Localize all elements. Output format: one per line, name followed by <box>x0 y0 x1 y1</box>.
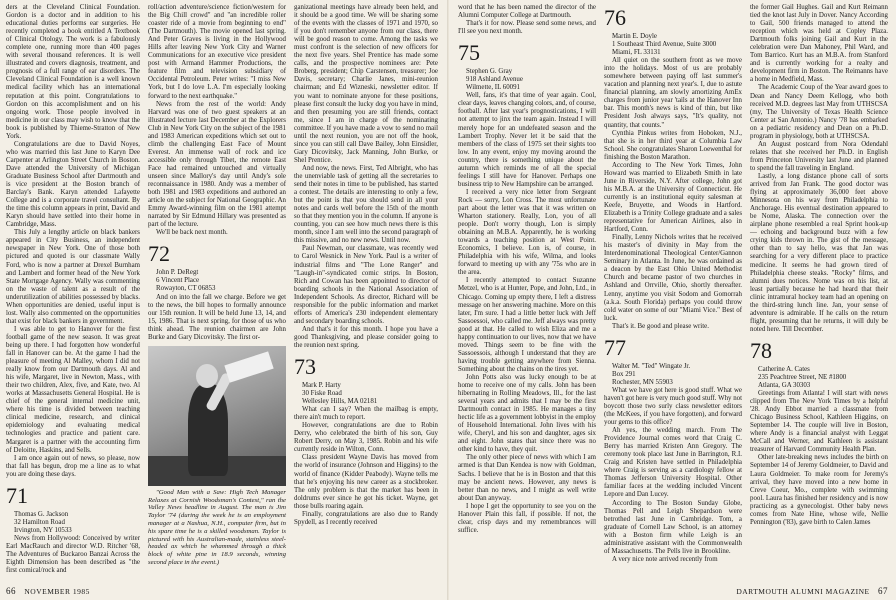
col5-paragraph: A very nice note arrived recently from <box>612 555 718 563</box>
col5-paragraph: All quiet on the southern front as we move into the holidays. Most of us are probably somewhere between paying off last summer's vacation and planning next year's. I, due to astute financial planning, am slowly amortizing AmEx charges from junior year 'tails at the Hanover Inn bar. This month's news is kind of thin, but like President Josh always says, "It's quality, not quantity, that counts." <box>604 57 742 129</box>
column-1 <box>6 4 140 575</box>
photo-caption: "Good Man with a Saw: High Tech Manager Relaxes at Cornish Woodsman's Contest," ran the Valley News headline in August. The man is Jim Taylor '74 (during the week he is an employment manager at a Nashua, N.H., computer firm, but in his spare time he is a skilled woodsman. Taylor is pictured with his Australian-made, stainless steel-headed ax which he whammed through a thick block of white pine in 18.9 seconds, winning second place in the event.) <box>148 488 286 566</box>
col1-paragraph: This July a lengthy article on black bankers appeared in City Business, an independent newspaper in New York. One of those both pictured and quoted is our classmate Wally Ford, who is now a partner at Drexel Burnham and Lambert and former head of the New York State Mortgage Agency. Wally was commenting on the waste of talent as a result of the underutilization of abilities possessed by blacks. When opportunities are denied, useful input is lost. Wally also commented on the opportunities that exist for black bankers in government. <box>6 229 140 325</box>
class-secretary-address <box>148 269 286 293</box>
col5-paragraph: Finally, Lenny Nichols writes that he received his master's of divinity in May from the Interdenominational Theological Center/Gannon Seminary in Atlanta. In June, he was ordained as a deacon by the East Ohio United Methodist Church and became pastor of two churches in Ashland and Orrville, Ohio, shortly thereafter. Lenny, anytime you visit Sodom and Gomorrah (a.k.a. South Florida) perhaps you could throw cold water on some of our "Miami Vice." Best of luck. <box>604 234 742 322</box>
address-line: Wilmette, IL 60091 <box>466 84 521 92</box>
col3-paragraph: Finally, congratulations are also due to Randy Spydell, as I recently received <box>294 510 438 526</box>
class-secretary-address <box>604 33 742 57</box>
column-5 <box>604 4 742 569</box>
class-number-71: 71 <box>6 482 28 508</box>
col3-paragraph: Paul Newman, our classmate, was recently wed to Carol Wesnick in New York. Paul is a writer of industrial films and "The Lone Ranger" and "Laugh-in"-syndicated comic strips. In Boston, Rich and Cowan has been appointed to director of boarding schools in the National Association of Independent Schools. As director, Richard will be responsible for the public information and market efforts of America's 230 independent elementary and secondary boarding schools. <box>294 245 438 325</box>
address-line: Stephen G. Gray <box>466 68 513 76</box>
class-number-72: 72 <box>148 241 170 267</box>
address-line: 918 Ashland Avenue <box>466 76 523 84</box>
col5-paragraph: Ah yes, the wedding march. From The Providence Journal comes word that Craig C. Berry has married Kristen Ann Gregory. The ceremony took place last June in Barrington, R.I. Craig and Kristen have settled in Philadelphia where Craig is serving as a cardiology fellow at Thomas Jefferson University Hospital. Other familiar faces at the wedding included Vincent Lepore and Dan Lucey. <box>604 427 742 499</box>
col1-paragraph: Congratulations are due to David Noyes, who was married this last June to Karyn Dee Carpenter at Arlington Street Church in Boston. Dave attended the University of Michigan Graduate Business School after Dartmouth and is vice president at the Boston branch of Barclay's Bank. Karyn attended Lafayette College and is a corporate travel consultant. By the time this column appears in print, David and Karyn should have settled into their home in Cambridge, Mass. <box>6 140 140 229</box>
col6-paragraph: Greetings from Atlanta! I will start with news clipped from The New York Times by a helpful '28. Andy Ebbot married a classmate from Chicago Business School, Kathleen Higgins, on September 14. The couple will live in Boston, where Andy is a financial analyst with Leggat McCall and Werner, and Kathleen is assistant treasurer of Harvard Community Health Plan. <box>750 390 888 454</box>
woodsman-photo <box>148 346 286 486</box>
col3-paragraph: And now, the news. First, Ted Albright, who has the unenviable task of getting all the secretaries to send their notes in time to be published, has started a contest. The details are interesting to only a few, but the point is that you should send in all your notes and cards well before the 15th of the month so that they mention you in the column. If anyone is counting, you can see how much news there is this month, since I am well into the second paragraph of this missive, and no new news. Until now. <box>294 164 438 245</box>
col4-paragraph: I recently attempted to contact Suzanne Metzel, who is at Hunter, Pope, and John, Ltd., in Chicago. Coming up empty there, I left a distress message on her answering machine. More on this later, I'm sure. I had a little better luck with Jeff Sassoessoi, who called me. Jeff always was pretty good at that. He called to wish Eliza and me a happy continuation to our lives, now that we have moved. Things seem to be fine with the Sassoessois, although I understand that they are having trouble getting anywhere from Sienna. Something about the chains on the tires yet. <box>458 277 596 373</box>
col4-paragraph: word that he has been named the director of the Alumni Computer College at Dartmouth. <box>458 4 596 20</box>
col6-paragraph: Other late-breaking news includes the birth on September 14 of Jeremy Goldmeier, to David and Laura Goldmeier. To make room for Jeremy's arrival, they have moved into a new home in Creve Coeur, Mo., complete with swimming pool. Laura has finished her residency and is now practicing as a gynecologist. Other baby news comes from Nate Hine, whose wife, Nellie Pennington ('83), gave birth to Calen James <box>750 454 888 526</box>
address-line: Rowayton, CT 06853 <box>156 285 216 293</box>
col4-paragraph: Well, fans, it's that time of year again. Cool, clear days, leaves changing colors, and, of course, football. After last year's prognostications, I will not attempt to jinx the team again. Instead I will merely hope for an undefeated season and the Lambert Trophy. Never let it be said that the members of the class of 1975 set their sights too low. In any event, enjoy my moving around the country, there is something unique about the autumn which reminds me of all the special feelings I still have for Hanover. Perhaps one business trip to New Hampshire can be arranged. <box>458 92 596 188</box>
address-line: Irvington, NY 10533 <box>14 526 72 534</box>
class-secretary-address <box>294 382 438 406</box>
class-number-75: 75 <box>458 40 480 66</box>
address-line: John P. DeRegt <box>156 269 199 277</box>
class-number-76: 76 <box>604 5 626 30</box>
column-3 <box>294 4 438 569</box>
col2-paragraph: roll/action adventure/science fiction/western for the Big Chill crowd" and "an incredible roller coaster ride of a movie from beginning to end" (The Dartmouth). The movie opened last spring. And Peter Graves is living in the Hollywood Hills after leaving New York City and Warner Communications for an executive vice president post with Armand Hammer Productions, the feature film and television subsidiary of Occidental Petroleum. Peter writes: "I miss New York, but I do love L.A. I'm especially looking forward to the next earthquake." <box>148 4 286 100</box>
col4-paragraph: The only other piece of news with which I am armed is that Dan Kendea is now with Goldman, Sachs. I believe that he is in Boston and that this may be ancient news. However, any news is better than no news, and I might as well write about Dan anyway. <box>458 454 596 502</box>
address-line: 30 Fiske Road <box>302 390 342 398</box>
col1-paragraph: I was able to get to Hanover for the first football game of the new season. It was great being up there. I had forgotten how wonderful fall in Hanover can be. At the game I had the pleasure of meeting Al Malley, whom I did not really know from our Dartmouth days. Al and his wife, Margaret, live in Newton, Mass., with their two children, Alex, five, and Kate, two. Al works at Massachusetts General Hospital. He is chief of the general internal medicine unit, where his time is divided between teaching clinical medicine, research, and clinical epidemiology and evaluating medical technologies and practice and patient care. Margaret is a partner with the accounting firm of Deloitte, Haskins, and Sells. <box>6 325 140 454</box>
col5-paragraph: That's it. Be good and please write. <box>612 322 709 330</box>
class-number-78: 78 <box>750 337 772 363</box>
col3-paragraph: ganizational meetings have already been held, and it should be a good time. We will be sharing some of the events with the classes of 1971 and 1970, so if you don't remember anyone from our class, there will be good reason to come. Among the tasks we must confront is the selection of new officers for the next five years. Shel Prentice has made some calls, and the prospective nominees are: Pete Broberg, president; Chip Carstensen, treasurer; Joe Davis, secretary; Charlie Janes, mini-reunion chairman; and Ed Wizneski, newsletter editor. If you want to nominate anyone for these positions, please first consult the lucky dog you have in mind, and then presuming you are still friends, contact me, since I am in charge of the nominating committee. If you have made a vow to send no mail until the next reunion, you are not off the hook, since you can still call Dave Bailey, John Einsidler, Gary Dicovitsky, Jack Manning, John Burke, or Shel Prentice. <box>294 4 438 164</box>
col4-paragraph: I hope I get the opportunity to see you on the Hanover Plain this fall, if possible. If not, the clear, crisp days and my remembrances will suffice. <box>458 502 596 534</box>
col5-paragraph: What we have got here is good stuff. What we haven't got here is very much good stuff. Why not boycott those two surly class newsletter editors (the McKees, if you have forgotten), and forward your gems to this office? <box>604 386 743 427</box>
column-4 <box>458 4 596 569</box>
magazine-title: DARTMOUTH ALUMNI MAGAZINE <box>736 587 870 596</box>
address-line: Miami, FL 33131 <box>612 49 661 57</box>
address-line: Atlanta, GA 30303 <box>758 382 811 390</box>
col3-paragraph: Class president Wayne Davis has moved from the world of insurance (Johnson and Higgins) to the world of finance (Kidder Peabody). Wayne tells me that he's enjoying his new career as a stockbroker. The only problem is that the market has been in doldrums ever since he got his ticket. Wayne, get those bulls roaring again. <box>294 454 438 510</box>
issue-date: NOVEMBER 1985 <box>24 587 90 596</box>
col2-paragraph: We'll be back next month. <box>156 229 228 237</box>
footer-right <box>736 586 888 596</box>
col4-paragraph: That's it for now. Please send some news, and I'll see you next month. <box>458 20 596 36</box>
col2-paragraph: And on into the fall we charge. Before we get to the news, the bill hopes to formally announce our 15th reunion. It will be held June 13, 14, and 15, 1986. That is next spring, for those of us who think ahead. The reunion chairmen are John Burke and Gary Dicovitsky. The first or- <box>148 293 286 341</box>
address-line: Wellesley Hills, MA 02181 <box>302 398 378 406</box>
class-secretary-address <box>750 366 888 390</box>
col6-paragraph: the former Gail Hughes. Gail and Kurt Reimann tied the knot last July in Dover. Nancy According to Gail, 500 friends managed to attend the reception which was held at Copley Plaza. Dartmouth folks joining Gail and Kurt in the celebration were Dan Mahoney, Phil Ward, and Tom Barrico. Kurt has an M.B.A. from Stanford and is currently working for a realty and development firm in Boston. The Reimanns have a home in Medfield, Mass. <box>750 4 888 84</box>
col3-paragraph: What can I say? When the mailbag is empty, there ain't much to report. <box>294 406 438 422</box>
col5-paragraph: According to The New York Times, John Howard was married to Elizabeth Smith in late June in Riverside, N.Y. After college, John got his M.B.A. at the University of Connecticut. He currently is an institutional equity salesman at Keefe, Bruyette, and Woods in Hartford. Elizabeth is a Trinity College graduate and a sales representative for American Airlines, also in Hartford, Conn. <box>604 161 742 234</box>
col3-paragraph: And that's it for this month. I hope you have a good Thanksgiving, and please consider going to the reunion next spring. <box>294 325 438 349</box>
col6-paragraph: The Academic Coup of the Year award goes to Dean and Nancy Deem Kellogg, who both received M.D. degrees last May from UTHSCSA (my, The University of Texas Health Science Center at San Antonio.) Nancy '78 has embarked on a pediatric residency and Dean on a Ph.D. program in physiology, both at UTHSCSA. <box>750 84 888 140</box>
col4-paragraph: John Potts also was lucky enough to be at home to receive one of my calls. John has been hibernating in Rolling Meadows, Ill., for the last several years and admits that I may be the first Dartmouth contact in 1985. He manages a tiny hectic life as a government lobbyist in the employ of Household International. John lives with his wife, Cheryl, and his son and daughter, ages six and eight. John states that since there was no other kind to have, they quit. <box>458 373 596 454</box>
col4-paragraph: I received a very nice letter from Sergeant Rock — sorry, Lon Cross. The most unfortunate part about the letter was that it was written on Wharton stationery. Really, Lon, you of all people. Don't worry though, Lon is simply obtaining an M.B.A. Apparently, he is working towards a teaching position at West Point. Economics, I believe. Lon is, of course, in Philadelphia with his wife, Wilma, and looks forward to meeting up with any '75s who are in the area. <box>458 188 596 277</box>
address-line: 32 Hamilton Road <box>14 518 65 526</box>
page-number-left: 66 <box>6 586 16 596</box>
page-gutter <box>447 0 449 600</box>
col1-paragraph: ders at the Cleveland Clinical Foundation. Gordon is a doctor and in addition to his educational duties performs ear surgeries. He recently completed a book entitled A Textbook of Clinical Otology. The work is a fabulously complete one, running more than 400 pages with several thousand references. It is well illustrated and covers diagnosis, treatment, and prognosis of a full range of ear disorders. The Cleveland Clinical Foundation is a well known medical facility which has an international reputation at this point. Congratulations to Gordon on this accomplishment and on his ongoing work. Those people involved in medicine in our class may wish to know that the book is published by Thieme-Stratton of New York. <box>6 4 140 140</box>
col3-paragraph: However, congratulations are due to Robin Derry, who celebrated the birth of his son, Guy Robert Derry, on May 3, 1985. Robin and his wife currently reside in Wilton, Conn. <box>294 422 438 454</box>
address-line: Catherine A. Cates <box>758 365 810 373</box>
class-secretary-address <box>604 363 742 387</box>
address-line: Mark P. Harty <box>302 382 341 390</box>
col2-paragraph: News from the rest of the world: Andy Harvard was one of two guest speakers at an illustrated lecture last December at the Explorers Club in New York City on the subject of the 1981 and 1983 American expeditions which set out to climb the challenging East Face of Mount Everest. An immense wall of rock and ice accessible only through Tibet, the remote East Face had remained untouched and virtually unseen since Mallory's day until Andy's sole reconnaissance in 1980. Andy was a member of both 1981 and 1983 expeditions and authored an article on the subject for National Geographic. An Emmy Award-winning film on the 1981 attempt narrated by Sir Edmund Hillary was presented as part of the lecture. <box>148 100 286 229</box>
address-line: Box 291 <box>612 370 636 378</box>
column-2 <box>148 4 286 569</box>
address-line: 6 Vincent Place <box>156 277 200 285</box>
address-line: Rochester, MN 55903 <box>612 378 673 386</box>
class-number-73: 73 <box>294 354 316 380</box>
address-line: 1 Southeast Third Avenue, Suite 3000 <box>612 41 717 49</box>
column-6 <box>750 4 888 569</box>
page-number-right: 67 <box>878 586 888 596</box>
class-secretary-address <box>458 68 596 92</box>
col6-paragraph: Lastly, a long distance phone call of sorts arrived from Jan Frank. The good doctor was flying at approximately 36,000 feet above Minnesota on his way from Philadelphia to Anchorage. His eventual destination appeared to be Nome, Alaska. The connection over the airplane phone resembled a real Sprint hook-up — echoing and background buzz with a few crying kids thrown in. The gist of the message, other than to say hello, was that Jan was searching for a very different place to practice medicine. It seems he had grown tired of Philadelphia cheese steaks. "Rocky" films, and alumni dues notices. Nome was on his list, at least partially because he had heard that their clinic intramural hockey team had an opening on the third-string lunch line. Jan, your sense of adventure is admirable. If he calls on the return flight, presuming that he returns, it will duly be noted here. Till December. <box>750 172 888 333</box>
col5-paragraph: Cynthia Pinkus writes from Hoboken, N.J., that she is in her third year at Columbia Law School. She congratulates Sharon Loewenthal for finishing the Boston Marathon. <box>604 129 742 161</box>
footer-left <box>6 586 90 596</box>
col5-paragraph: According to The Boston Sunday Globe, Thomas Pell and Leigh Shepardson were betrothed last June in Cambridge. Tom, a graduate of Cornell Law School, is an attorney with a Boston firm while Leigh is an administrative assistant with the Commonwealth of Massachusetts. The Pells live in Brookline. <box>604 499 742 555</box>
address-line: 235 Peachtree Street, NE #1800 <box>758 373 847 381</box>
class-number-77: 77 <box>604 334 626 360</box>
class-secretary-address <box>6 511 140 535</box>
address-line: Martin E. Doyle <box>612 33 657 40</box>
col1-paragraph: I am once again out of news, so please, now that fall has begun, drop me a line as to what you are doing these days. <box>6 454 140 478</box>
address-line: Walter M. "Ted" Wingate Jr. <box>612 362 691 370</box>
address-line: Thomas G. Jackson <box>14 510 69 518</box>
col1-paragraph: News from Hollywood: Conceived by writer Earl MacRauch and director W.D. Ritcher '68, The Adventures of Buckaroo Banzai Across the Eighth Dimension has been described as "the first comical/rock and <box>6 534 140 575</box>
col6-paragraph: An August postcard from Nora Odendahl relates that she received her Ph.D. in English from Princeton University last June and planned to spend the fall traveling in England. <box>750 140 888 172</box>
